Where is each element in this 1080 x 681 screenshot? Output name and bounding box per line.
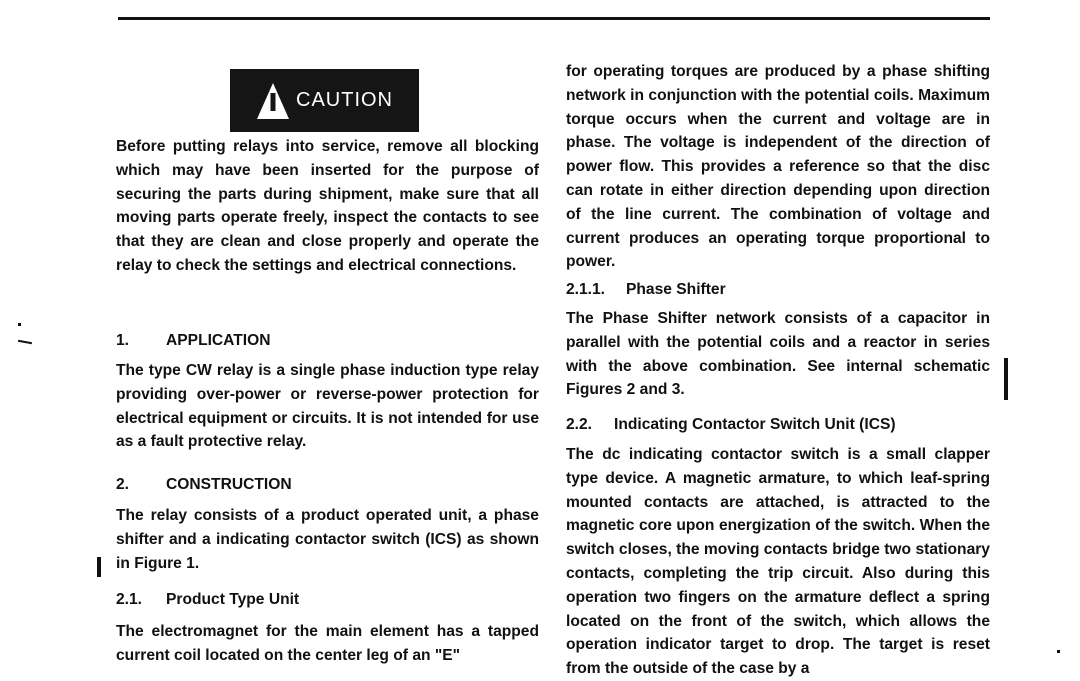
section-1-body: The type CW relay is a single phase induction type relay providing over-power or reverse-power protection for electrical equipment or circuits. It is not intended for use as a fault protective relay. xyxy=(116,362,539,451)
top-rule xyxy=(118,17,990,20)
scan-mark xyxy=(18,340,32,344)
section-2-heading: 2. CONSTRUCTION xyxy=(116,476,292,493)
section-2-1-body: The electromagnet for the main element has a tapped current coil located on the center leg of an "E" xyxy=(116,623,539,664)
warning-icon xyxy=(256,81,290,121)
caution-paragraph: Before putting relays into service, remove all blocking which may have been inserted for the purpose of securing the parts during shipment, make sure that all moving parts operate freely, inspect the contacts to see that they are clean and close properly and operate the relay to check the settings and electrical connections. xyxy=(116,138,539,274)
scan-mark xyxy=(1057,650,1060,653)
continued-paragraph: for operating torques are produced by a phase shifting network in conjunction with the potential coils. Maximum torque occurs when the current and voltage are in phase. The voltage is independent of the direction of power flow. This provides a reference so that the disc can rotate in either direction depending upon direction of the line current. The combination of voltage and current produces an operating torque proportional to power. xyxy=(566,63,990,271)
change-bar xyxy=(97,557,101,577)
caution-banner xyxy=(230,69,419,132)
change-bar xyxy=(1004,358,1008,400)
section-2-body: The relay consists of a product operated unit, a phase shifter and a indicating contactor switch (ICS) as shown in Figure 1. xyxy=(116,507,539,572)
section-2-1-heading: 2.1. Product Type Unit xyxy=(116,591,300,608)
section-2-1-1-body: The Phase Shifter network consists of a capacitor in parallel with the potential coils and a reactor in series with the above combination. See internal schematic Figures 2 and 3. xyxy=(566,310,990,399)
section-2-1-1-heading: 2.1.1. Phase Shifter xyxy=(566,281,726,298)
section-2-2-heading: 2.2. Indicating Contactor Switch Unit (ICS) xyxy=(566,416,896,433)
section-1-heading: 1. APPLICATION xyxy=(116,332,271,349)
section-2-2-body: The dc indicating contactor switch is a small clapper type device. A magnetic armature, to which leaf-spring mounted contacts are attached, is attracted to the magnetic core upon energization of the switch. When the switch closes, the moving contacts bridge two stationary contacts, completing the trip circuit. Also during this operation two fingers on the armature deflect a spring located on the front of the switch, which allows the operation indicator target to drop. The target is reset from the outside of the case by a xyxy=(566,446,990,678)
caution-label: CAUTION xyxy=(296,89,393,111)
scan-mark xyxy=(18,323,21,326)
